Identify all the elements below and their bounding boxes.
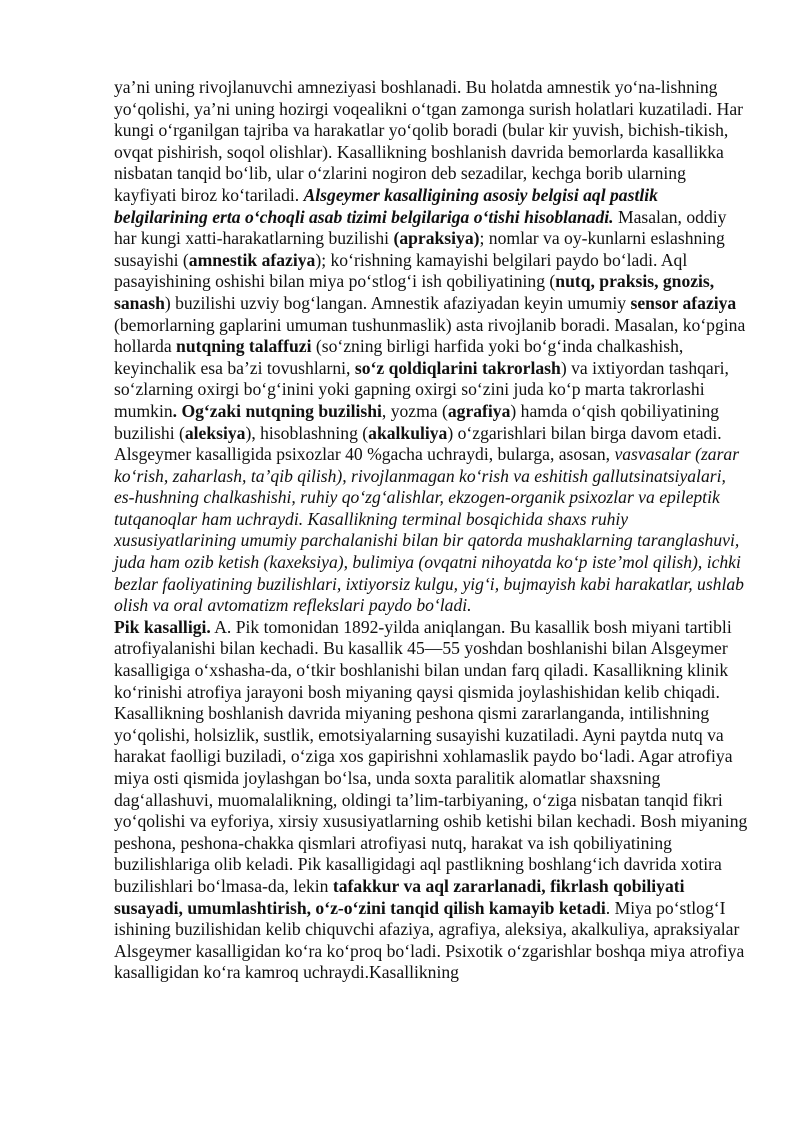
paragraph-pick [114, 617, 748, 984]
bold-run: akalkuliya [368, 422, 448, 443]
text-run: ) buzilishi uzviy bog‘langan. Amnestik afaziyadan keyin umumiy [164, 292, 631, 313]
text-run: ) o‘zgarishlari bilan birga davom etadi. Alsgeymer kasalligida psixozlar 40 %gacha uchraydi, bularga, asosan, [114, 422, 722, 465]
bold-run: sensor afaziya [630, 292, 737, 313]
bold-run: . Og‘zaki nutqning buzilishi [172, 400, 382, 421]
document-page [114, 77, 748, 984]
bold-run: nutqning talaffuzi [176, 336, 312, 357]
bold-run: nutq, praksis, gnozis, sanash [114, 271, 715, 313]
text-run: Masalan, oddiy har kungi xatti-harakatlarning buzilishi [114, 206, 727, 249]
text-run: ); ko‘rishning kamayishi belgilari paydo bo‘ladi. Aql pasayishining oshishi bilan miya po‘stlog‘i ish qobiliyatining ( [114, 249, 688, 292]
italic-run: vasvasalar (zarar ko‘rish, zaharlash, ta’qib qilish), rivojlanmagan ko‘rish va eshitish gallutsinatsiyalari, es-hushning chalkashishi, ruhiy qo‘zg‘alishlar, ekzogen-organik psixozlar va epileptik tutqanoqlar ham uchraydi. Kasallikning terminal bosqichida shaxs ruhiy xususiyatlarining umumiy parchalanishi bilan bir qatorda mushaklarning taranglashuvi, juda ham ozib ketish (kaxeksiya), bulimiya (ovqatni nihoyatda ko‘p iste’mol qilish), ichki bezlar faoliyatining buzilishlari, ixtiyorsiz kulgu, yig‘i, bujmayish kabi harakatlar, ushlab olish va oral avtomatizm reflekslari paydo bo‘ladi. [114, 444, 744, 616]
text-run: ya’ni uning rivojlanuvchi amneziyasi boshlanadi. Bu holatda amnestik yo‘na-lishning yo‘qolishi, ya’ni uning hozirgi voqealikni o‘tgan zamonga surish holatlari kuzatiladi. Har kungi o‘rganilgan tajriba va harakatlar yo‘qolib boradi (bular kir yuvish, bichish-tikish, ovqat pishirish, soqol olishlar). Kasallikning boshlanish davrida bemorlarda kasallikka nisbatan tanqid bo‘lib, ular o‘zlarini nogiron deb sezadilar, kechga borib ularning kayfiyati biroz ko‘tariladi. [114, 77, 743, 205]
text-run: ; nomlar va oy-kunlarni eslashning susayishi ( [114, 228, 725, 270]
text-run: (bemorlarning gaplarini umuman tushunmaslik) asta rivojlanib boradi. Masalan, ko‘pgina hollarda [114, 314, 746, 357]
text-run: , yozma ( [381, 400, 448, 421]
text-run: ) va ixtiyordan tashqari, so‘zlarning oxirgi bo‘g‘inini yoki gapning oxirgi so‘zini juda ko‘p marta takrorlashi mumkin [114, 357, 729, 421]
bold-run: Alsgeymer kasalligining asosiy belgisi aql pastlik belgilarining erta o‘choqli asab tizimi belgilariga o‘tishi hisoblanadi. [114, 184, 658, 227]
text-run: ), hisoblashning ( [245, 422, 369, 443]
text-run: ) hamda o‘qish qobiliyatining buzilishi ( [114, 400, 720, 443]
text-run: (so‘zning birligi harfida yoki bo‘g‘inda chalkashish, keyinchalik esa ba’zi tovushlarni, [114, 336, 684, 378]
paragraph-alzheimer [114, 77, 748, 617]
bold-run: agrafiya [447, 400, 511, 421]
bold-run: amnestik afaziya [188, 249, 316, 270]
bold-run: aleksiya [184, 422, 246, 443]
bold-run: tafakkur va aql zararlanadi, fikrlash qobiliyati susayadi, umumlashtirish, o‘z-o‘zini tanqid qilish kamayib ketadi [114, 875, 685, 918]
bold-run: so‘z qoldiqlarini takrorlash [354, 357, 561, 378]
bold-run: Pik kasalligi. [114, 616, 211, 637]
bold-run: (apraksiya) [393, 228, 480, 249]
text-run: . Miya po‘stlog‘I ishining buzilishidan kelib chiquvchi afaziya, agrafiya, aleksiya, akalkuliya, apraksiyalar Alsgeymer kasalligidan ko‘ra ko‘proq bo‘ladi. Psixotik o‘zgarishlar boshqa miya atrofiya kasalligidan ko‘ra kamroq uchraydi.Kasallikning [114, 897, 745, 983]
text-run: A. Pik tomonidan 1892-yilda aniqlangan. Bu kasallik bosh miyani tartibli atrofiyalanishi bilan kechadi. Bu kasallik 45—55 yoshdan boshlanishi bilan Alsgeymer kasalligiga o‘xshasha-da, o‘tkir boshlanishi bilan undan farq qiladi. Kasallikning klinik ko‘rinishi atrofiya jarayoni bosh miyaning qaysi qismida joylashishidan kelib chiqadi. Kasallikning boshlanish davrida miyaning peshona qismi zararlanganda, intilishning yo‘qolishi, holsizlik, sustlik, emotsiyalarning susayishi kuzatiladi. Ayni paytda nutq va harakat faolligi buziladi, o‘ziga xos gapirishni xohlamaslik paydo bo‘ladi. Agar atrofiya miya osti qismida joylashgan bo‘lsa, unda soxta paralitik alomatlar shaxsning dag‘allashuvi, muomalalikning, oldingi ta’lim-tarbiyaning, o‘ziga nisbatan tanqid fikri yo‘qolishi va eyforiya, xirsiy xususiyatlarning oshib ketishi bilan kechadi. Bosh miyaning peshona, peshona-chakka qismlari atrofiyasi nutq, harakat va ish qobiliyatining buzilishlariga olib keladi. Pik kasalligidagi aql pastlikning boshlang‘ich davrida xotira buzilishlari bo‘lmasa-da, lekin [114, 616, 748, 896]
